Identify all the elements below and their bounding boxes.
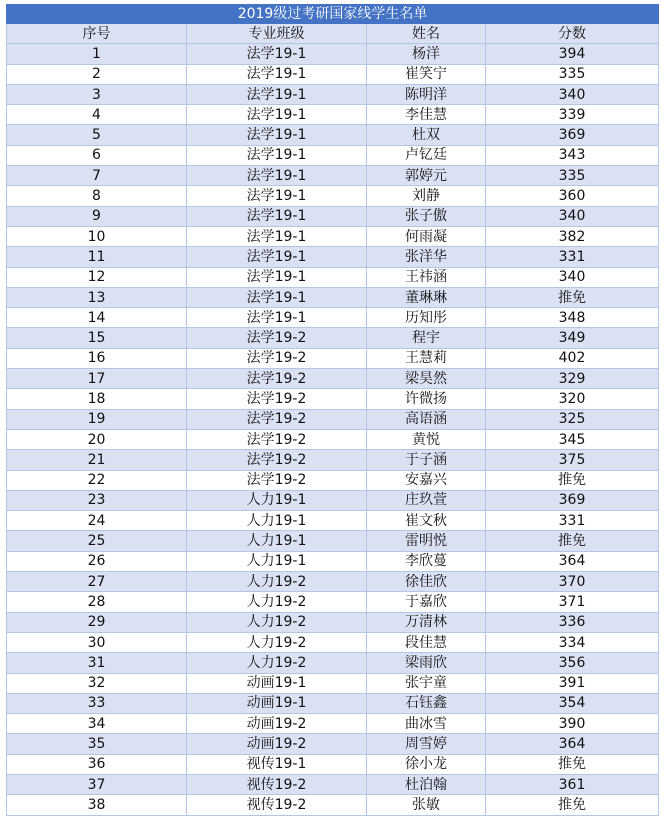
cell-index: 32 [7, 673, 187, 693]
cell-index: 31 [7, 653, 187, 673]
cell-index: 28 [7, 592, 187, 612]
cell-score: 推免 [486, 754, 659, 774]
cell-name: 杜双 [367, 125, 486, 145]
cell-class: 法学19-1 [187, 186, 367, 206]
cell-score: 推免 [486, 531, 659, 551]
cell-class: 法学19-2 [187, 389, 367, 409]
table-row [7, 125, 659, 145]
table-row [7, 369, 659, 389]
cell-name: 历知彤 [367, 308, 486, 328]
table-row [7, 44, 659, 64]
cell-name: 崔文秋 [367, 511, 486, 531]
table-row [7, 450, 659, 470]
table-row [7, 795, 659, 815]
cell-class: 法学19-1 [187, 287, 367, 307]
cell-index: 8 [7, 186, 187, 206]
table-title-row [7, 5, 659, 24]
cell-name: 陈明洋 [367, 84, 486, 104]
cell-score: 371 [486, 592, 659, 612]
cell-name: 张宇童 [367, 673, 486, 693]
cell-name: 张敏 [367, 795, 486, 815]
cell-name: 卢钇廷 [367, 145, 486, 165]
cell-score: 343 [486, 145, 659, 165]
cell-name: 王祎涵 [367, 267, 486, 287]
header-name: 姓名 [367, 24, 486, 44]
cell-score: 402 [486, 348, 659, 368]
table-row [7, 774, 659, 794]
cell-name: 雷明悦 [367, 531, 486, 551]
cell-score: 348 [486, 308, 659, 328]
cell-index: 38 [7, 795, 187, 815]
header-class: 专业班级 [187, 24, 367, 44]
cell-class: 法学19-1 [187, 145, 367, 165]
cell-score: 329 [486, 369, 659, 389]
cell-name: 梁雨欣 [367, 653, 486, 673]
cell-name: 段佳慧 [367, 632, 486, 652]
cell-name: 张洋华 [367, 247, 486, 267]
cell-name: 何雨凝 [367, 226, 486, 246]
cell-name: 周雪婷 [367, 734, 486, 754]
cell-score: 推免 [486, 470, 659, 490]
cell-index: 20 [7, 429, 187, 449]
cell-class: 人力19-1 [187, 490, 367, 510]
cell-score: 360 [486, 186, 659, 206]
cell-index: 19 [7, 409, 187, 429]
cell-score: 369 [486, 125, 659, 145]
cell-class: 法学19-1 [187, 247, 367, 267]
cell-class: 人力19-2 [187, 592, 367, 612]
cell-name: 程宇 [367, 328, 486, 348]
cell-index: 6 [7, 145, 187, 165]
cell-name: 王慧莉 [367, 348, 486, 368]
table-row [7, 612, 659, 632]
cell-name: 安嘉兴 [367, 470, 486, 490]
table-row [7, 206, 659, 226]
cell-class: 法学19-1 [187, 84, 367, 104]
cell-name: 杜泊翰 [367, 774, 486, 794]
cell-name: 庄玖萱 [367, 490, 486, 510]
cell-index: 21 [7, 450, 187, 470]
table-row [7, 511, 659, 531]
cell-score: 382 [486, 226, 659, 246]
cell-class: 法学19-1 [187, 125, 367, 145]
cell-name: 董琳琳 [367, 287, 486, 307]
cell-name: 高语涵 [367, 409, 486, 429]
cell-class: 人力19-2 [187, 632, 367, 652]
cell-class: 人力19-1 [187, 551, 367, 571]
cell-score: 推免 [486, 287, 659, 307]
cell-index: 5 [7, 125, 187, 145]
cell-index: 33 [7, 693, 187, 713]
table-row [7, 653, 659, 673]
cell-score: 356 [486, 653, 659, 673]
table-row [7, 673, 659, 693]
cell-score: 331 [486, 511, 659, 531]
cell-score: 369 [486, 490, 659, 510]
cell-score: 336 [486, 612, 659, 632]
cell-index: 12 [7, 267, 187, 287]
table-row [7, 551, 659, 571]
cell-score: 361 [486, 774, 659, 794]
table-row [7, 714, 659, 734]
cell-score: 345 [486, 429, 659, 449]
cell-index: 26 [7, 551, 187, 571]
cell-index: 16 [7, 348, 187, 368]
table-row [7, 105, 659, 125]
cell-index: 13 [7, 287, 187, 307]
table-row [7, 247, 659, 267]
cell-class: 人力19-2 [187, 572, 367, 592]
cell-class: 视传19-2 [187, 774, 367, 794]
cell-score: 390 [486, 714, 659, 734]
cell-index: 34 [7, 714, 187, 734]
cell-index: 4 [7, 105, 187, 125]
cell-index: 10 [7, 226, 187, 246]
cell-class: 人力19-1 [187, 531, 367, 551]
header-index: 序号 [7, 24, 187, 44]
cell-index: 24 [7, 511, 187, 531]
cell-score: 335 [486, 64, 659, 84]
cell-class: 法学19-1 [187, 267, 367, 287]
table-row [7, 226, 659, 246]
cell-name: 黄悦 [367, 429, 486, 449]
table-row [7, 287, 659, 307]
cell-name: 梁昊然 [367, 369, 486, 389]
cell-class: 法学19-2 [187, 450, 367, 470]
cell-index: 7 [7, 166, 187, 186]
cell-class: 动画19-1 [187, 673, 367, 693]
cell-index: 35 [7, 734, 187, 754]
cell-index: 36 [7, 754, 187, 774]
cell-name: 李佳慧 [367, 105, 486, 125]
cell-score: 364 [486, 734, 659, 754]
table-row [7, 308, 659, 328]
cell-index: 15 [7, 328, 187, 348]
cell-name: 李欣蔓 [367, 551, 486, 571]
cell-name: 崔笑宁 [367, 64, 486, 84]
cell-class: 法学19-1 [187, 308, 367, 328]
table-title: 2019级过考研国家线学生名单 [7, 5, 659, 24]
cell-class: 法学19-1 [187, 44, 367, 64]
cell-score: 335 [486, 166, 659, 186]
table-row [7, 186, 659, 206]
cell-score: 364 [486, 551, 659, 571]
cell-name: 石钰鑫 [367, 693, 486, 713]
cell-class: 法学19-2 [187, 328, 367, 348]
cell-name: 张子傲 [367, 206, 486, 226]
cell-score: 391 [486, 673, 659, 693]
cell-score: 375 [486, 450, 659, 470]
cell-class: 人力19-2 [187, 653, 367, 673]
cell-class: 动画19-2 [187, 714, 367, 734]
table-row [7, 64, 659, 84]
cell-score: 331 [486, 247, 659, 267]
cell-class: 法学19-2 [187, 369, 367, 389]
cell-index: 11 [7, 247, 187, 267]
cell-index: 9 [7, 206, 187, 226]
cell-score: 370 [486, 572, 659, 592]
table-row [7, 572, 659, 592]
cell-name: 许微扬 [367, 389, 486, 409]
cell-index: 29 [7, 612, 187, 632]
student-list-table [6, 4, 659, 816]
cell-class: 人力19-2 [187, 612, 367, 632]
cell-index: 2 [7, 64, 187, 84]
table-row [7, 531, 659, 551]
cell-name: 刘静 [367, 186, 486, 206]
table-row [7, 267, 659, 287]
cell-score: 325 [486, 409, 659, 429]
cell-index: 22 [7, 470, 187, 490]
table-row [7, 328, 659, 348]
cell-index: 1 [7, 44, 187, 64]
cell-class: 动画19-1 [187, 693, 367, 713]
cell-class: 法学19-2 [187, 409, 367, 429]
cell-score: 349 [486, 328, 659, 348]
table-row [7, 632, 659, 652]
cell-index: 18 [7, 389, 187, 409]
cell-score: 320 [486, 389, 659, 409]
cell-score: 334 [486, 632, 659, 652]
cell-class: 法学19-2 [187, 348, 367, 368]
cell-class: 法学19-2 [187, 470, 367, 490]
cell-index: 37 [7, 774, 187, 794]
table-row [7, 166, 659, 186]
cell-class: 法学19-1 [187, 64, 367, 84]
cell-class: 法学19-1 [187, 206, 367, 226]
cell-name: 郭婷元 [367, 166, 486, 186]
cell-index: 17 [7, 369, 187, 389]
cell-class: 法学19-1 [187, 166, 367, 186]
cell-name: 杨洋 [367, 44, 486, 64]
header-row [7, 24, 659, 44]
cell-class: 法学19-1 [187, 226, 367, 246]
cell-name: 于嘉欣 [367, 592, 486, 612]
cell-score: 340 [486, 206, 659, 226]
cell-name: 万清林 [367, 612, 486, 632]
table-row [7, 592, 659, 612]
cell-index: 23 [7, 490, 187, 510]
cell-index: 14 [7, 308, 187, 328]
cell-score: 340 [486, 267, 659, 287]
table-row [7, 409, 659, 429]
cell-index: 27 [7, 572, 187, 592]
header-score: 分数 [486, 24, 659, 44]
cell-name: 于子涵 [367, 450, 486, 470]
cell-index: 30 [7, 632, 187, 652]
table-row [7, 470, 659, 490]
cell-score: 340 [486, 84, 659, 104]
table-row [7, 84, 659, 104]
cell-score: 354 [486, 693, 659, 713]
cell-index: 3 [7, 84, 187, 104]
cell-name: 曲冰雪 [367, 714, 486, 734]
cell-class: 人力19-1 [187, 511, 367, 531]
table-row [7, 348, 659, 368]
table-row [7, 734, 659, 754]
table-row [7, 490, 659, 510]
cell-class: 视传19-2 [187, 795, 367, 815]
table-row [7, 145, 659, 165]
table-row [7, 429, 659, 449]
table-row [7, 693, 659, 713]
cell-index: 25 [7, 531, 187, 551]
cell-class: 法学19-2 [187, 429, 367, 449]
cell-name: 徐小龙 [367, 754, 486, 774]
cell-class: 动画19-2 [187, 734, 367, 754]
cell-class: 法学19-1 [187, 105, 367, 125]
table-row [7, 389, 659, 409]
cell-score: 339 [486, 105, 659, 125]
cell-class: 视传19-1 [187, 754, 367, 774]
cell-name: 徐佳欣 [367, 572, 486, 592]
cell-score: 394 [486, 44, 659, 64]
table-row [7, 754, 659, 774]
cell-score: 推免 [486, 795, 659, 815]
